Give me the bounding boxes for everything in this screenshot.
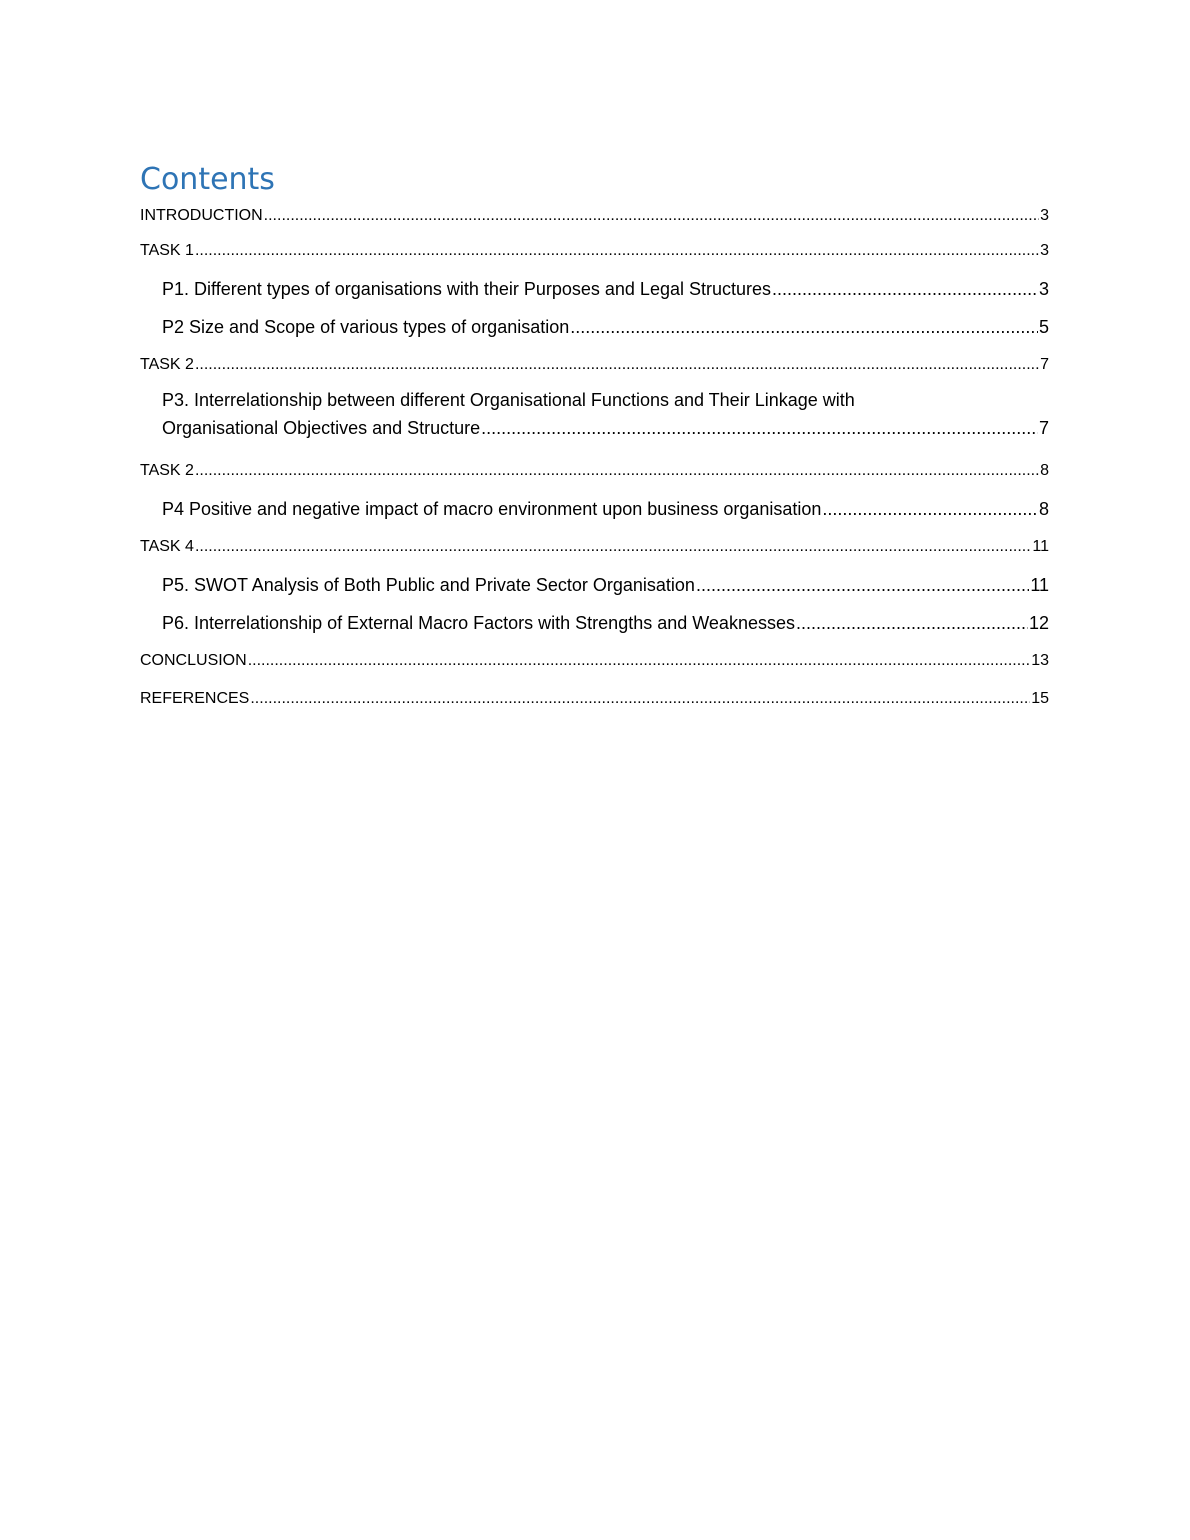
toc-entry-text: TASK 4 xyxy=(140,538,194,555)
dot-leader xyxy=(822,490,1038,528)
dot-leader xyxy=(796,604,1028,642)
dot-leader xyxy=(195,232,1039,270)
toc-page-number: 8 xyxy=(1040,462,1049,479)
toc-entry-p5[interactable] xyxy=(140,566,1049,604)
toc-page-number: 3 xyxy=(1040,207,1049,224)
toc-entry-p2[interactable] xyxy=(140,308,1049,346)
toc-entry-introduction[interactable] xyxy=(140,200,1049,232)
toc-entry-task-2[interactable] xyxy=(140,346,1049,384)
toc-entry-text: P5. SWOT Analysis of Both Public and Private Sector Organisation xyxy=(162,575,695,595)
toc-entry-text: TASK 2 xyxy=(140,356,194,373)
toc-page-number: 12 xyxy=(1028,613,1049,633)
toc-entry-task-2-second[interactable] xyxy=(140,452,1049,490)
dot-leader xyxy=(772,270,1038,308)
toc-page-number: 13 xyxy=(1031,652,1049,669)
toc-entry-text-line-1: P3. Interrelationship between different Organisational Functions and Their Linkage with xyxy=(162,390,855,410)
toc-entry-task-1[interactable] xyxy=(140,232,1049,270)
dot-leader xyxy=(250,680,1030,718)
toc-page-number: 7 xyxy=(1038,418,1049,438)
toc-entry-text: P2 Size and Scope of various types of organisation xyxy=(162,317,570,337)
toc-entry-text: REFERENCES xyxy=(140,690,250,707)
toc-entry-conclusion[interactable] xyxy=(140,642,1049,680)
table-of-contents xyxy=(140,200,1049,718)
toc-entry-text: TASK 1 xyxy=(140,242,194,259)
toc-entry-text: INTRODUCTION xyxy=(140,207,263,224)
toc-page-number: 5 xyxy=(1038,317,1049,337)
dot-leader xyxy=(481,414,1038,442)
dot-leader xyxy=(696,566,1029,604)
dot-leader xyxy=(264,200,1039,232)
toc-entry-p3[interactable] xyxy=(140,384,1049,452)
toc-entry-text: P4 Positive and negative impact of macro environment upon business organisation xyxy=(162,499,822,519)
toc-page-number: 8 xyxy=(1038,499,1049,519)
toc-entry-text: P1. Different types of organisations with their Purposes and Legal Structures xyxy=(162,279,772,299)
toc-entry-p4[interactable] xyxy=(140,490,1049,528)
toc-entry-references[interactable] xyxy=(140,680,1049,718)
toc-title: Contents xyxy=(140,162,275,197)
toc-page-number: 15 xyxy=(1031,690,1049,707)
toc-page-number: 3 xyxy=(1040,242,1049,259)
toc-entry-text-line-2: Organisational Objectives and Structure xyxy=(162,418,481,438)
toc-entry-task-4[interactable] xyxy=(140,528,1049,566)
toc-entry-text: TASK 2 xyxy=(140,462,194,479)
dot-leader xyxy=(248,642,1031,680)
dot-leader xyxy=(195,452,1039,490)
toc-page-number: 3 xyxy=(1038,279,1049,299)
toc-page-number: 11 xyxy=(1032,538,1049,555)
toc-entry-p6[interactable] xyxy=(140,604,1049,642)
toc-page-number: 7 xyxy=(1040,356,1049,373)
dot-leader xyxy=(195,528,1031,566)
dot-leader xyxy=(570,308,1038,346)
toc-page-number: 11 xyxy=(1030,575,1049,595)
dot-leader xyxy=(195,346,1039,384)
toc-entry-p1[interactable] xyxy=(140,270,1049,308)
document-page xyxy=(140,160,1049,718)
toc-entry-text: CONCLUSION xyxy=(140,652,247,669)
toc-entry-text: P6. Interrelationship of External Macro Factors with Strengths and Weaknesses xyxy=(162,613,795,633)
